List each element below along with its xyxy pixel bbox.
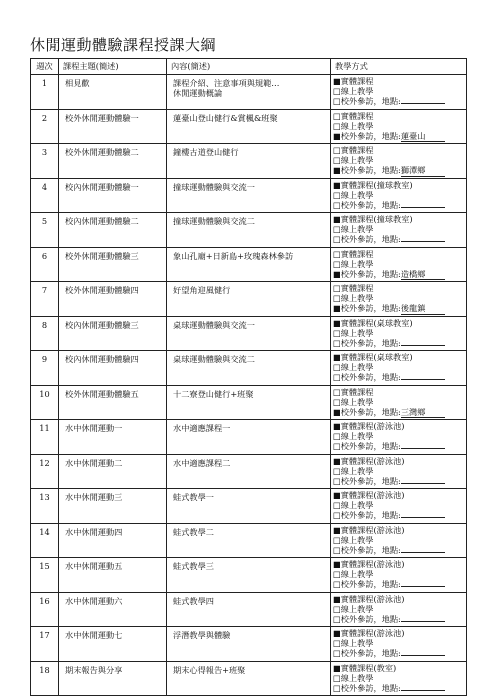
content-cell [167,385,331,420]
method-option-label: ■實體課程(游泳池) [333,455,405,466]
table-row [31,523,467,558]
method-option [333,510,466,520]
method-option [333,76,466,86]
topic-cell: 水中休閒運動三 [59,489,167,524]
method-option [333,397,466,407]
method-option [333,269,466,280]
content-line: 水中適應課程一 [173,423,231,433]
method-option-label: □實體課程 [333,283,374,293]
location-field [401,586,445,587]
method-option-label: □校外參訪，地點: [333,613,401,624]
location-field [401,241,445,242]
method-option [333,545,466,555]
week-cell: 9 [31,351,59,386]
table-row [31,489,467,524]
topic-cell: 水中休閒運動七 [59,627,167,662]
topic-cell: 校外休閒運動體驗一 [59,109,167,144]
method-option-label: ■實體課程(撞球教室) [333,214,413,224]
method-option-label: □校外參訪，地點: [333,648,401,659]
method-option [333,663,466,673]
method-cell [331,144,467,179]
table-row [31,454,467,489]
method-option [333,155,466,165]
table-row [31,178,467,213]
content-cell [167,75,331,110]
table-row [31,75,467,110]
method-option-label: □線上教學 [333,465,374,476]
method-cell [331,454,467,489]
content-line: 好望角迎風健行 [173,285,231,295]
method-option [333,318,466,328]
method-option-label: ■實體課程(游泳池) [333,593,405,604]
table-row [31,109,467,144]
syllabus-table [30,58,467,696]
method-option-label: ■實體課程(撞球教室) [333,179,413,190]
method-option-label: □線上教學 [333,189,374,200]
method-cell [331,523,467,558]
method-option [333,535,466,545]
table-row [31,351,467,386]
method-option-label: □線上教學 [333,258,374,269]
method-option-label: ■實體課程(桌球教室) [333,352,413,362]
method-cell [331,420,467,455]
location-field [401,483,445,484]
method-option [333,579,466,589]
method-option-label: ■實體課程(游泳池) [333,490,405,500]
topic-cell: 水中休閒運動二 [59,454,167,489]
method-option [333,628,466,638]
method-option-label: □校外參訪，地點: [333,441,401,452]
method-cell [331,75,467,110]
method-option-label: □實體課程 [333,145,374,155]
method-option-label: □校外參訪，地點: [333,96,401,107]
location-field [401,517,445,518]
week-cell: 16 [31,592,59,627]
method-option-label: □實體課程 [333,248,374,259]
method-option [333,673,466,683]
method-option-label: □線上教學 [333,86,374,97]
content-line: 課程介紹、注意事項與規範… [173,78,280,88]
method-option [333,214,466,224]
method-option [333,594,466,604]
content-line: 撞球運動體驗與交流一 [173,181,255,192]
method-option-label: □校外參訪，地點: [333,337,401,348]
method-option-label: □線上教學 [333,500,374,511]
method-option-label: ■實體課程 [333,76,374,86]
method-option-label: ■實體課程(游泳池) [333,421,405,431]
method-option [333,456,466,466]
table-body [31,75,467,696]
method-option [333,525,466,535]
method-option-label: □線上教學 [333,155,374,166]
content-cell [167,316,331,351]
location-field: 造橋鄉 [401,269,445,280]
table-row [31,558,467,593]
location-field [401,379,445,380]
content-line: 桌球運動體驗與交流二 [173,354,255,364]
topic-cell: 校外休閒運動體驗二 [59,144,167,179]
method-option-label: ■實體課程(游泳池) [333,628,405,638]
method-option [333,604,466,614]
topic-cell: 校外休閒運動體驗四 [59,282,167,317]
method-option [333,283,466,293]
method-option [333,224,466,234]
method-option [333,441,466,451]
method-cell [331,385,467,420]
method-option [333,328,466,338]
content-line: 蛙式教學二 [173,526,214,537]
location-field: 後龍鎮 [401,303,445,314]
method-option [333,352,466,362]
method-option [333,190,466,200]
method-option-label: ■實體課程(游泳池) [333,524,405,535]
method-option-label: ■校外參訪，地點: [333,303,401,314]
header-week: 週次 [31,59,59,75]
week-cell: 12 [31,454,59,489]
location-field [401,207,445,208]
content-cell [167,454,331,489]
table-row [31,316,467,351]
method-option-label: □線上教學 [333,534,374,545]
method-option-label: ■校外參訪，地點: [333,268,401,279]
content-cell [167,144,331,179]
content-line: 蛙式教學一 [173,492,214,502]
week-cell: 4 [31,178,59,213]
topic-cell: 水中休閒運動五 [59,558,167,593]
week-cell: 13 [31,489,59,524]
method-option [333,165,466,176]
method-option-label: □校外參訪，地點: [333,199,401,210]
table-row [31,420,467,455]
topic-cell: 水中休閒運動一 [59,420,167,455]
method-option-label: □實體課程 [333,110,374,121]
content-cell [167,247,331,282]
method-option-label: □校外參訪，地點: [333,682,401,693]
location-field: 三灣鄉 [401,407,445,418]
method-option-label: ■校外參訪，地點: [333,165,401,176]
method-option-label: ■實體課程(游泳池) [333,559,405,569]
method-cell [331,109,467,144]
header-method: 教學方式 [331,59,467,75]
location-field: 蓮臺山 [401,131,445,142]
week-cell: 7 [31,282,59,317]
content-line: 撞球運動體驗與交流二 [173,216,255,226]
content-cell [167,282,331,317]
content-line: 蓮臺山登山健行&賞楓&班聚 [173,112,278,123]
method-option [333,614,466,624]
method-option-label: ■實體課程(桌球教室) [333,317,413,328]
content-cell [167,420,331,455]
header-topic: 課程主題(簡述) [59,59,167,75]
method-option [333,476,466,486]
table-row [31,247,467,282]
method-cell [331,316,467,351]
method-option-label: □校外參訪，地點: [333,475,401,486]
content-cell [167,523,331,558]
method-option [333,303,466,314]
method-option-label: □校外參訪，地點: [333,234,401,245]
week-cell: 6 [31,247,59,282]
table-header-row [31,59,467,75]
method-option-label: □線上教學 [333,224,374,235]
header-content: 內容(簡述) [167,59,331,75]
method-option [333,372,466,382]
location-field [401,552,445,553]
location-field [401,621,445,622]
content-line: 期末心得報告+班聚 [173,664,246,675]
method-option-label: □校外參訪，地點: [333,544,401,555]
method-cell [331,282,467,317]
topic-cell: 校內休閒運動體驗一 [59,178,167,213]
method-cell [331,351,467,386]
method-option-label: ■校外參訪，地點: [333,406,401,417]
week-cell: 18 [31,661,59,696]
week-cell: 5 [31,213,59,248]
method-cell [331,661,467,696]
content-line: 鐘樓古道登山健行 [173,147,239,157]
method-option [333,500,466,510]
location-field [401,690,445,691]
method-cell [331,178,467,213]
method-option [333,249,466,259]
topic-cell: 校內休閒運動體驗三 [59,316,167,351]
method-option [333,234,466,244]
method-option-label: □校外參訪，地點: [333,372,401,383]
table-row [31,282,467,317]
week-cell: 3 [31,144,59,179]
method-option [333,407,466,418]
location-field [401,345,445,346]
table-row [31,213,467,248]
method-option [333,86,466,96]
week-cell: 15 [31,558,59,593]
method-option [333,466,466,476]
method-option [333,96,466,106]
method-option [333,111,466,121]
content-cell [167,109,331,144]
method-option-label: □線上教學 [333,638,374,649]
content-cell [167,178,331,213]
method-option [333,569,466,579]
topic-cell: 期末報告與分享 [59,661,167,696]
method-option-label: □實體課程 [333,386,374,397]
location-field [401,103,445,104]
method-option [333,338,466,348]
topic-cell: 校外休閒運動體驗三 [59,247,167,282]
method-option-label: □線上教學 [333,293,374,304]
method-option [333,431,466,441]
method-option [333,293,466,303]
topic-cell: 相見歡 [59,75,167,110]
method-option [333,683,466,693]
method-option-label: □校外參訪，地點: [333,510,401,521]
content-cell [167,627,331,662]
week-cell: 17 [31,627,59,662]
content-line: 桌球運動體驗與交流一 [173,319,255,330]
method-option [333,259,466,269]
method-option [333,362,466,372]
week-cell: 14 [31,523,59,558]
content-cell [167,351,331,386]
method-cell [331,247,467,282]
content-line: 象山孔廟+日新島+玫瑰森林參訪 [173,250,294,261]
method-cell [331,489,467,524]
method-option [333,490,466,500]
content-line: 浮潛教學與體驗 [173,630,231,640]
method-option-label: □線上教學 [333,603,374,614]
week-cell: 1 [31,75,59,110]
topic-cell: 校內休閒運動體驗二 [59,213,167,248]
table-row [31,661,467,696]
method-cell [331,558,467,593]
location-field [401,655,445,656]
method-option [333,131,466,142]
content-line: 蛙式教學四 [173,595,214,606]
method-option [333,387,466,397]
method-option-label: □線上教學 [333,362,374,373]
content-cell [167,489,331,524]
method-option-label: □線上教學 [333,569,374,580]
method-option [333,180,466,190]
method-option [333,145,466,155]
method-option [333,648,466,658]
content-cell [167,213,331,248]
table-row [31,592,467,627]
method-cell [331,627,467,662]
week-cell: 8 [31,316,59,351]
document-title: 休閒運動體驗課程授課大綱 [30,36,217,54]
content-line: 水中適應課程二 [173,457,231,468]
content-line: 蛙式教學三 [173,561,214,571]
content-line: 休閒運動概論 [173,88,223,99]
table-row [31,144,467,179]
table-row [31,385,467,420]
method-option [333,421,466,431]
location-field: 獅潭鄉 [401,165,445,176]
method-option [333,121,466,131]
content-cell [167,661,331,696]
content-cell [167,558,331,593]
method-option-label: □線上教學 [333,672,374,683]
method-cell [331,592,467,627]
method-option-label: □線上教學 [333,396,374,407]
method-option [333,638,466,648]
method-option [333,200,466,210]
week-cell: 11 [31,420,59,455]
method-option-label: □校外參訪，地點: [333,579,401,590]
method-option [333,559,466,569]
week-cell: 10 [31,385,59,420]
method-option-label: □線上教學 [333,327,374,338]
method-option-label: □線上教學 [333,431,374,442]
method-cell [331,213,467,248]
table-row [31,627,467,662]
method-option-label: ■校外參訪，地點: [333,130,401,141]
method-option-label: ■實體課程(教室) [333,662,397,673]
content-line: 十二寮登山健行+班聚 [173,388,254,399]
method-option-label: □線上教學 [333,120,374,131]
content-cell [167,592,331,627]
topic-cell: 校內休閒運動體驗四 [59,351,167,386]
topic-cell: 校外休閒運動體驗五 [59,385,167,420]
topic-cell: 水中休閒運動四 [59,523,167,558]
location-field [401,448,445,449]
topic-cell: 水中休閒運動六 [59,592,167,627]
week-cell: 2 [31,109,59,144]
